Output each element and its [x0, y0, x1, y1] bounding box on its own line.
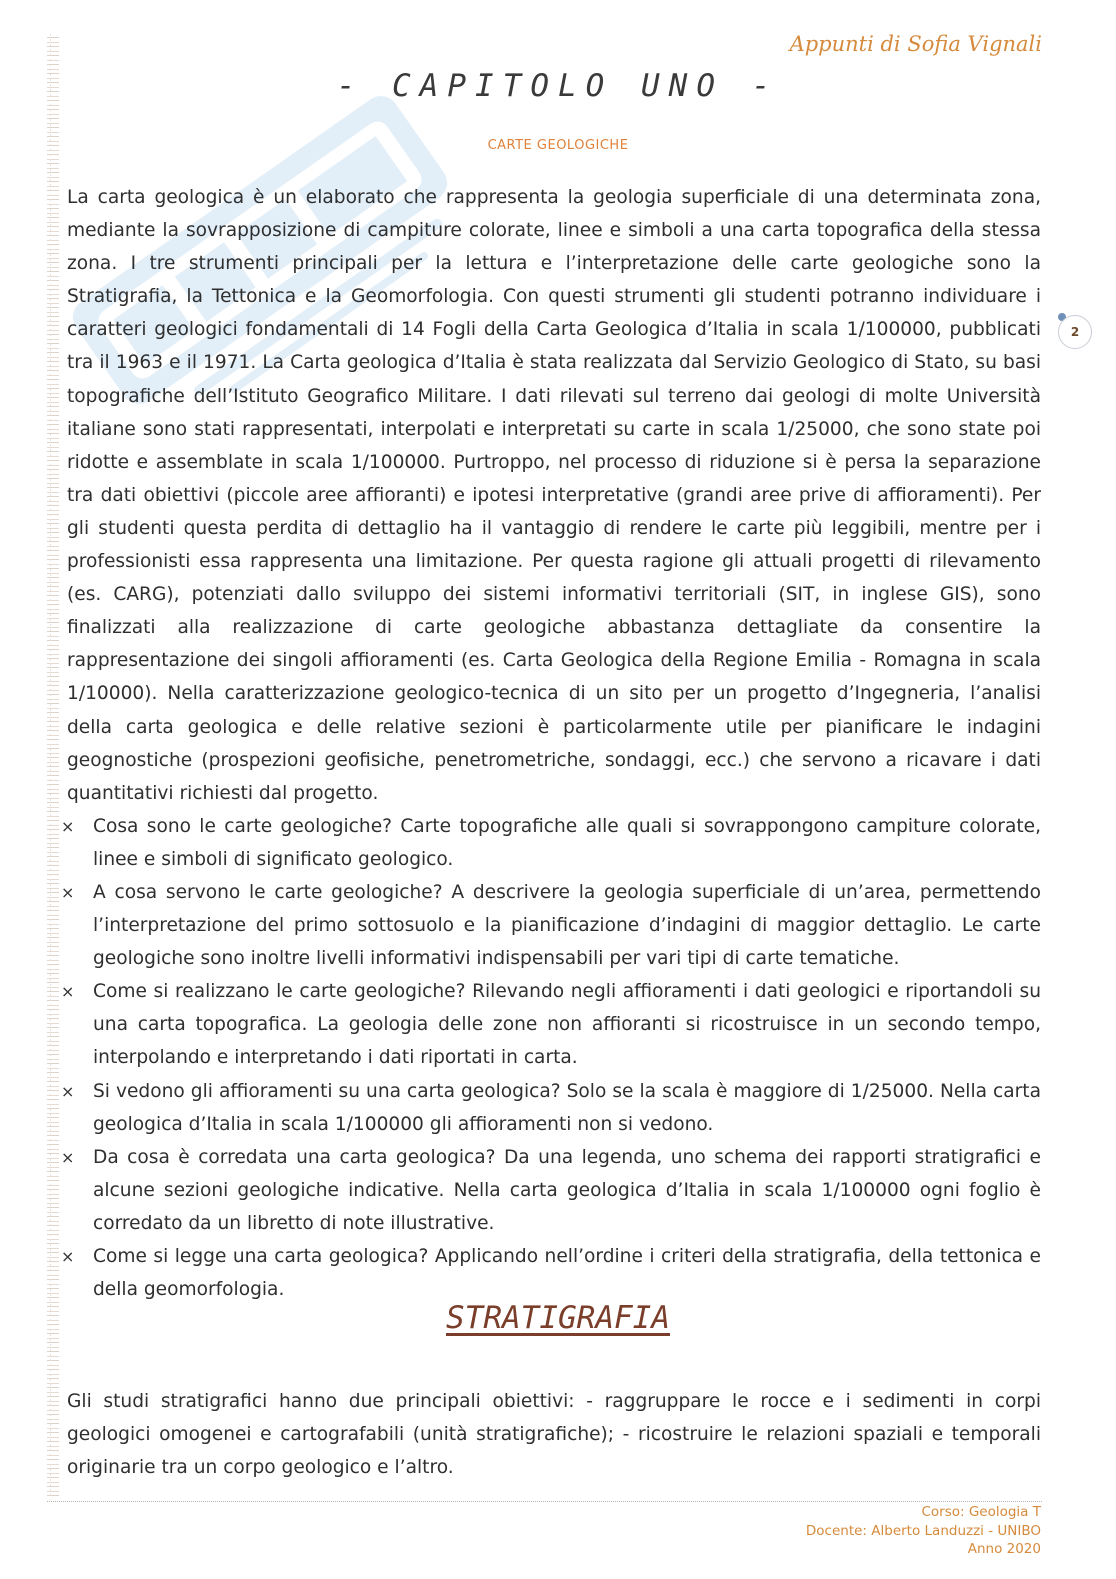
footer-divider	[47, 1501, 1042, 1502]
list-item-text: Cosa sono le carte geologiche? Carte topografiche alle quali si sovrappongono campiture colorate, linee e simboli di significato geologico.	[93, 815, 1041, 870]
section-title-stratigrafia: STRATIGRAFIA	[446, 1300, 670, 1336]
qa-list	[61, 810, 1041, 1306]
page-number-badge: 2	[1058, 315, 1092, 349]
list-item-text: A cosa servono le carte geologiche? A descrivere la geologia superficiale di un’area, permettendo l’interpretazione del primo sottosuolo e la pianificazione d’indagini di maggior dettaglio. Le carte geologiche sono inoltre livelli informativi indispensabili per vari tipi di carte tematiche.	[93, 881, 1041, 970]
list-item	[61, 1141, 1041, 1240]
chapter-title: - CAPITOLO UNO -	[336, 68, 780, 104]
main-content	[61, 181, 1041, 1306]
footer-year: Anno 2020	[967, 1541, 1041, 1557]
page-footer	[806, 1503, 1041, 1559]
footer-course: Corso: Geologia T	[921, 1504, 1041, 1520]
decorative-left-border	[47, 34, 59, 1500]
cross-bullet-icon: ×	[61, 1147, 75, 1167]
footer-teacher: Docente: Alberto Landuzzi - UNIBO	[805, 1522, 1041, 1539]
list-item	[61, 1075, 1041, 1141]
section-subheading: CARTE GEOLOGICHE	[487, 138, 629, 153]
cross-bullet-icon: ×	[61, 882, 75, 902]
cross-bullet-icon: ×	[61, 1081, 75, 1101]
list-item-text: Come si legge una carta geologica? Applicando nell’ordine i criteri della stratigrafia, della tettonica e della geomorfologia.	[93, 1246, 1041, 1301]
list-item-text: Da cosa è corredata una carta geologica? Da una legenda, uno schema dei rapporti stratigrafici e alcune sezioni geologiche indicative. Nella carta geologica d’Italia in scala 1/100000 ogni foglio è corredato da un libretto di note illustrative.	[93, 1146, 1041, 1234]
author-signature: Appunti di Sofia Vignali	[789, 32, 1042, 56]
list-item	[61, 876, 1041, 975]
cross-bullet-icon: ×	[61, 982, 75, 1002]
stratigrafia-paragraph: Gli studi stratigrafici hanno due principali obiettivi: - raggruppare le rocce e i sedimenti in corpi geologici omogenei e cartografabili (unità stratigrafiche); - ricostruire le relazioni spaziali e temporali originarie tra un corpo geologico e l’altro.	[67, 1390, 1041, 1478]
cross-bullet-icon: ×	[61, 1247, 75, 1266]
list-item-text: Si vedono gli affioramenti su una carta geologica? Solo se la scala è maggiore di 1/25000. Nella carta geologica d’Italia in scala 1/100000 gli affioramenti non si vedono.	[93, 1080, 1041, 1135]
list-item	[61, 810, 1041, 876]
stratigrafia-content	[67, 1366, 1041, 1502]
list-item-text: Come si realizzano le carte geologiche? Rilevando negli affioramenti i dati geologici e riportandoli su una carta topografica. La geologia delle zone non affioranti si ricostruisce in un secondo tempo, interpolando e interpretando i dati riportati in carta.	[93, 981, 1041, 1069]
intro-paragraph: La carta geologica è un elaborato che rappresenta la geologia superficiale di una determinata zona, mediante la sovrapposizione di campiture colorate, linee e simboli a una carta topografica della stessa zona. I tre strumenti principali per la lettura e l’interpretazione delle carte geologiche sono la Stratigrafia, la Tettonica e la Geomorfologia. Con questi strumenti gli studenti potranno individuare i caratteri geologici fondamentali di 14 Fogli della Carta Geologica d’Italia in scala 1/100000, pubblicati tra il 1963 e il 1971. La Carta geologica d’Italia è stata realizzata dal Servizio Geologico di Stato, su basi topografiche dell’Istituto Geografico Militare. I dati rilevati sul terreno dai geologi di molte Università italiane sono stati rappresentati, interpolati e interpretati su carte in scala 1/25000, che sono state poi ridotte e assemblate in scala 1/100000. Purtroppo, nel processo di riduzione si è persa la separazione tra dati obiettivi (piccole aree affioranti) e ipotesi interpretative (grandi aree prive di affioramenti). Per gli studenti questa perdita di dettaglio ha il vantaggio di rendere le carte più leggibili, mentre per i professionisti essa rappresenta una limitazione. Per questa ragione gli attuali progetti di rilevamento (es. CARG), potenziati dallo sviluppo dei sistemi informativi territoriali (SIT, in inglese GIS), sono finalizzati alla realizzazione di carte geologiche abbastanza dettagliate da consentire la rappresentazione dei singoli affioramenti (es. Carta Geologica della Regione Emilia - Romagna in scala 1/10000). Nella caratterizzazione geologico-tecnica di un sito per un progetto d’Ingegneria, l’analisi della carta geologica e delle relative sezioni è particolarmente utile per pianificare le indagini geognostiche (prospezioni geofisiche, penetrometriche, sondaggi, ecc.) che servono a ricavare i dati quantitativi richiesti dal progetto.	[67, 187, 1041, 804]
list-item	[61, 975, 1041, 1074]
list-item	[61, 1240, 1041, 1306]
cross-bullet-icon: ×	[61, 816, 75, 836]
